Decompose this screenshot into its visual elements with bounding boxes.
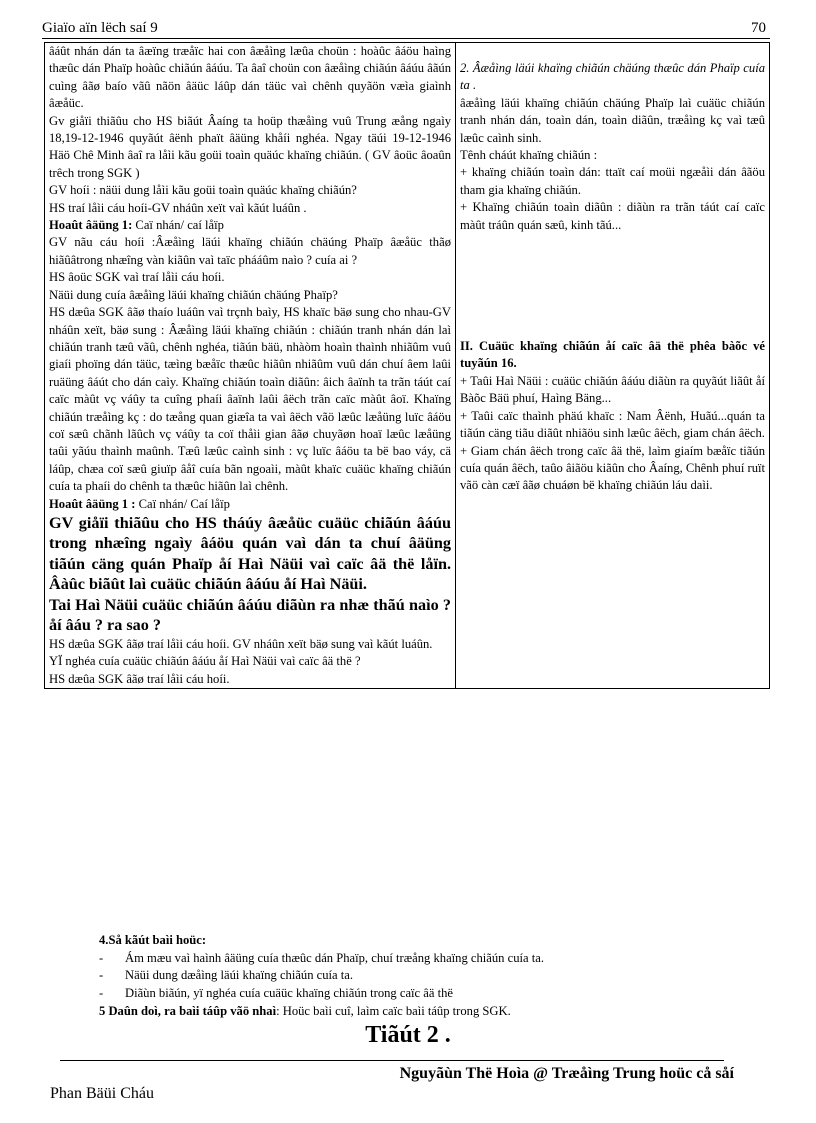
activity-1-text: Caï nhán/ caí låïp xyxy=(132,218,224,233)
header-title: Giaïo aïn lëch saí 9 xyxy=(42,20,158,36)
hs-answer-3: HS dæûa SGK âãø traí låìi cáu hoíi. GV nháûn xeït bäø sung vaì kãút luáûn. xyxy=(49,636,433,651)
lesson-period-title: Tiãút 2 . xyxy=(365,1022,451,1048)
right-paragraph-7: + Giam chán âëch trong caïc âä thë, laìm giaím bæåïc tiãún cuía quán âëch, taûo âiãöu kiãûn cho Âaíng, Chênh phuí ruït vãö càn cæï âãø chuáøn bë khaïng chiãún láu daìi. xyxy=(460,443,765,493)
discussion-paragraph: HS dæûa SGK âãø thaío luáûn vaì trçnh baìy, HS khaïc bäø sung cho nhau-GV nháûn xeït, bäø sung : Âæåìng läúi khaïng chiãún : chiãún tranh nhán dán laì chiãún tranh tæû vãû, chênh nghéa, tiãún bäü, nhàòm hoaìn thaình nhiãûm vuû giaíi phoïng dán täüc, tæìng bæåïc thæûc hiãûn nhiãûm vuû dán chuí âem laûi ruäüng âáút cho dán caìy. Khaïng chiãún toaìn diãûn: âich âaïnh ta trãn táút caí caïc màût vç váûy ta cuîng phaíi âaïnh laûi âëch trãn caïc màût âoï. Khaïng chiãún træåìng kç : do tæång quan giæîa ta vaì âëch vãö læûc læåüng luïc âáöu coï sæû chãnh lãûch vç váûy ta coï thåìi gian âãø chuyãøn hoaï læûc læåüng taûi yãúu thaình maûnh. Tæû læûc caình sinh : vç luïc âáöu ta bë bao váy, cä láûp, chæa coï sæû giuïp âåî cuía bãn ngoaìi, màût khaïc cuäüc khaïng chiãún cuía ta phaíi do chênh ta thæûc hiãûn laì chênh. xyxy=(49,305,451,494)
right-paragraph-1: âæåìng läúi khaïng chiãún chäúng Phaïp laì cuäüc chiãún tranh nhán dán, toaìn dán, toaìn diãûn, træåìng kç vaì tæû læûc caình sinh. xyxy=(460,95,765,145)
header-rule xyxy=(42,38,770,39)
activity-2-line xyxy=(49,496,451,513)
activity-2-text: Caï nhán/ Caí låïp xyxy=(135,496,230,511)
right-paragraph-2: Tênh cháút khaïng chiãún : xyxy=(460,148,598,163)
question-line-2: YÏ nghéa cuía cuäüc chiãún âáúu åí Haì Näüi vaì caïc âä thë ? xyxy=(49,654,361,669)
activity-1-line xyxy=(49,217,451,234)
footer-author: Nguyãùn Thë Hoìa @ Træåìng Trung hoüc cå såí xyxy=(399,1065,734,1082)
gv-question-1: GV hoíi : näüi dung låìi kãu goüi toaìn quäúc khaïng chiãún? xyxy=(49,183,357,198)
right-paragraph-5: + Taûi Haì Näüi : cuäüc chiãún âáúu diãùn ra quyãút liãût åí Bàõc Bäü phuí, Haìng Bäng... xyxy=(460,373,765,406)
right-column xyxy=(456,43,770,689)
footer-school: Phan Bäüi Cháu xyxy=(50,1085,154,1102)
summary-item-text: Näüi dung dæåìng läúi khaïng chiãún cuía ta. xyxy=(125,968,354,983)
intro-paragraph: âáût nhán dán ta âæïng træåïc hai con âæåìng læûa choün : hoàûc âáöu haìng thæûc dán Phaïp hoàûc chiãún âáúu. Ta âaî choün con âæåìng chiãún âáúu âãún cuìng âãø baío vãû nãön âäüc láûp dán täüc vaì chênh quyãön væìa giaình âæåüc. xyxy=(49,44,451,111)
hs-answer-1: HS traí låìi cáu hoíi-GV nháûn xeït vaì kãút luáûn . xyxy=(49,200,307,215)
right-paragraph-4: + Khaïng chiãún toaìn diãûn : diãùn ra trãn táút caí caïc màût tráûn quán sæû, kinh tãú... xyxy=(460,200,765,232)
summary-item: - Ám mæu vaì haình âäüng cuía thæûc dán Phaïp, chuí træång khaïng chiãún cuía ta. xyxy=(99,950,544,965)
heading-2: 2. Âæåìng läúi khaïng chiãún chäúng thæûc dán Phaïp cuía ta . xyxy=(460,61,765,93)
page-number: 70 xyxy=(751,20,766,36)
heading-3: II. Cuäüc khaïng chiãún åí caïc âä thë phêa bàõc vé tuyãún 16. xyxy=(460,339,765,371)
homework-text: : Hoüc baìi cuî, laìm caïc baìi táûp trong SGK. xyxy=(276,1003,511,1018)
summary-item: - Näüi dung dæåìng läúi khaïng chiãún cuía ta. xyxy=(99,968,354,983)
summary-item-text: Ám mæu vaì haình âäüng cuía thæûc dán Phaïp, chuí træång khaïng chiãún cuía ta. xyxy=(125,950,544,965)
gv-intro-paragraph: Gv giåïi thiãûu cho HS biãút Âaíng ta hoüp thæåìng vuû Trung æång ngaìy 18,19-12-1946 quyãút âënh phaït âäüng khåíi nghéa. Ngay täúi 19-12-1946 Häö Chê Minh âaî ra låìi kãu goüi toaìn quäúc khaïng chiãún. ( GV âoüc âoaûn trêch trong SGK ) xyxy=(49,113,451,180)
bold-intro-paragraph: GV giåïi thiãûu cho HS tháúy âæåüc cuäüc chiãún âáúu trong nhæîng ngaìy âáöu quán vaì dán ta chuí âäüng tiãún cäng quán Phaïp åí Haì Näüi vaì caïc âä thë låïn. Âàûc biãût laì cuäüc chiãún âáúu åí Haì Näüi. xyxy=(49,513,451,594)
summary-title: 4.Så kãút baìi hoüc: xyxy=(99,933,207,947)
summary-item: - Diãùn biãún, yï nghéa cuía cuäüc khaïng chiãún trong caïc âä thë xyxy=(99,986,454,1001)
footer-rule xyxy=(60,1060,724,1061)
homework-label: 5 Daûn doì, ra baìi táûp vãö nhaì xyxy=(99,1003,277,1018)
bold-question-paragraph: Tai Haì Näüi cuäüc chiãún âáúu diãùn ra nhæ thãú naìo ? åí âáu ? ra sao ? xyxy=(49,595,451,635)
gv-question-2: GV nãu cáu hoíi :Âæåìng läúi khaïng chiãún chäúng Phaïp âæåüc thãø hiãûâtrong nhæîng vàn kiãûn vaì taïc phááûm naìo ? cuía ai ? xyxy=(49,235,451,267)
activity-1-label: Hoaût âäüng 1: xyxy=(49,218,133,233)
hs-answer-4: HS dæûa SGK âãø traí låìi cáu hoíi. xyxy=(49,671,230,686)
summary-item-text: Diãùn biãún, yï nghéa cuía cuäüc khaïng chiãún trong caïc âä thë xyxy=(125,986,454,1001)
lesson-table xyxy=(44,42,770,689)
hs-answer-2: HS âoüc SGK vaì traí låìi cáu hoíi. xyxy=(49,270,225,285)
left-column xyxy=(45,43,456,689)
homework-line xyxy=(99,1003,816,1021)
summary-section xyxy=(0,932,816,1021)
activity-2-label: Hoaût âäüng 1 : xyxy=(49,496,136,511)
right-paragraph-3: + khaïng chiãún toaìn dán: ttaït caí moüi ngæåìi dán âãöu tham gia khaïng chiãún. xyxy=(460,165,765,197)
question-line-1: Näüi dung cuía âæåìng läúi khaïng chiãún chäúng Phaïp? xyxy=(49,287,338,302)
right-paragraph-6: + Taûi caïc thaình phäú khaïc : Nam Âënh, Huãú...quán ta tiãún cäng tiãu diãût nhiãöu sinh læûc âëch, giam chán âëch. xyxy=(460,408,765,441)
